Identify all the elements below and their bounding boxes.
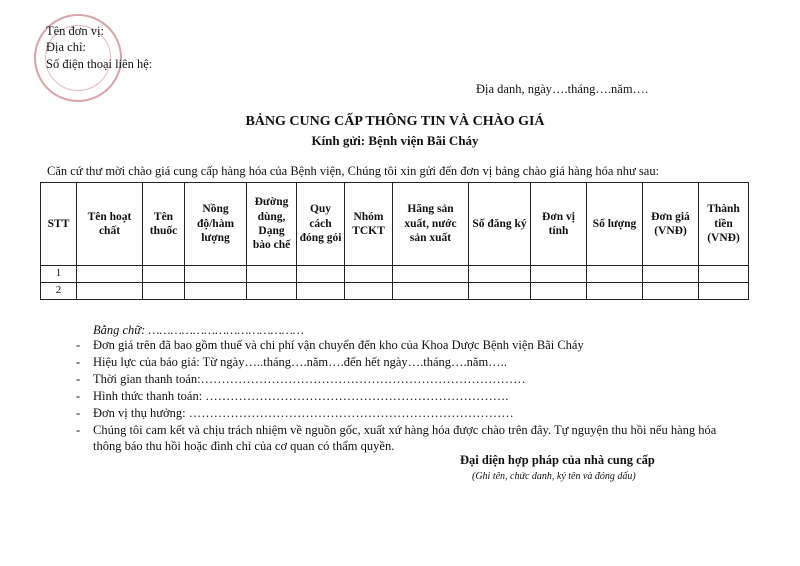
table-cell[interactable] — [345, 283, 393, 300]
quotation-table — [40, 182, 749, 300]
col-header-unit: Đơn vị tính — [531, 183, 587, 266]
table-cell[interactable] — [247, 266, 297, 283]
table-cell[interactable] — [469, 266, 531, 283]
bullet-dash: - — [76, 338, 81, 352]
table-cell[interactable] — [531, 266, 587, 283]
table-header-row — [41, 183, 749, 266]
table-cell[interactable] — [77, 266, 143, 283]
note-item-validity: Hiệu lực của báo giá: Từ ngày…..tháng….năm….đến hết ngày….tháng….năm….. — [93, 355, 507, 369]
col-header-registration-no: Số đăng ký — [469, 183, 531, 266]
table-cell[interactable] — [643, 266, 699, 283]
col-header-concentration: Nồng độ/hàm lượng — [185, 183, 247, 266]
amount-in-words: Bằng chữ: …………………………………… — [93, 323, 305, 337]
note-item-payment-time: Thời gian thanh toán:…………………………………………………………………… — [93, 372, 526, 386]
col-header-packaging: Quy cách đóng gói — [297, 183, 345, 266]
unit-name-label: Tên đơn vị: — [46, 24, 104, 38]
table-cell[interactable] — [469, 283, 531, 300]
bullet-dash: - — [76, 423, 81, 437]
table-cell[interactable] — [297, 266, 345, 283]
bullet-dash: - — [76, 372, 81, 386]
col-header-route-form: Đường dùng, Dạng bào chế — [247, 183, 297, 266]
table-cell[interactable] — [699, 266, 749, 283]
col-header-stt: STT — [41, 183, 77, 266]
table-row — [41, 266, 749, 283]
col-header-unit-price: Đơn giá (VNĐ) — [643, 183, 699, 266]
table-row — [41, 283, 749, 300]
phone-label: Số điện thoại liên hệ: — [46, 57, 153, 71]
signature-note: (Ghi tên, chức danh, ký tên và đóng dấu) — [472, 471, 636, 482]
document-subtitle: Kính gửi: Bệnh viện Bãi Cháy — [311, 133, 479, 148]
table-cell[interactable] — [77, 283, 143, 300]
document-title: BẢNG CUNG CẤP THÔNG TIN VÀ CHÀO GIÁ — [245, 114, 545, 129]
bullet-dash: - — [76, 389, 81, 403]
address-label: Địa chỉ: — [46, 40, 86, 54]
table-cell[interactable] — [345, 266, 393, 283]
row-stt: 1 — [41, 266, 77, 283]
intro-paragraph: Căn cứ thư mời chào giá cung cấp hàng hóa của Bệnh viện, Chúng tôi xin gửi đến đơn vị bảng chào giá hàng hóa như sau: — [47, 164, 660, 178]
table-cell[interactable] — [297, 283, 345, 300]
col-header-manufacturer: Hãng sản xuất, nước sản xuất — [393, 183, 469, 266]
date-line: Địa danh, ngày….tháng….năm…. — [476, 82, 649, 96]
table-cell[interactable] — [587, 283, 643, 300]
col-header-tckt-group: Nhóm TCKT — [345, 183, 393, 266]
table-cell[interactable] — [143, 283, 185, 300]
bullet-dash: - — [76, 406, 81, 420]
note-item-payment-method: Hình thức thanh toán: ………………………………………………………………. — [93, 389, 509, 403]
col-header-active-ingredient: Tên hoạt chất — [77, 183, 143, 266]
table-cell[interactable] — [393, 283, 469, 300]
table-cell[interactable] — [393, 266, 469, 283]
table-cell[interactable] — [185, 283, 247, 300]
note-item-commitment: Chúng tôi cam kết và chịu trách nhiệm về nguồn gốc, xuất xứ hàng hóa được chào trên đây. Tự nguyện thu hồi nếu hàng hóa — [93, 423, 717, 437]
table-cell[interactable] — [587, 266, 643, 283]
table-cell[interactable] — [699, 283, 749, 300]
note-item-commitment-cont: thông báo thu hồi hoặc đình chỉ của cơ quan có thẩm quyền. — [93, 439, 395, 453]
signature-title: Đại diện hợp pháp của nhà cung cấp — [460, 453, 655, 467]
col-header-quantity: Số lượng — [587, 183, 643, 266]
col-header-drug-name: Tên thuốc — [143, 183, 185, 266]
table-cell[interactable] — [247, 283, 297, 300]
table-cell[interactable] — [643, 283, 699, 300]
note-item-beneficiary: Đơn vị thụ hưởng: …………………………………………………………………… — [93, 406, 514, 420]
table-cell[interactable] — [143, 266, 185, 283]
note-item-price-includes: Đơn giá trên đã bao gồm thuế và chi phí vận chuyển đến kho của Khoa Dược Bệnh viện Bãi Cháy — [93, 338, 584, 352]
col-header-total: Thành tiền (VNĐ) — [699, 183, 749, 266]
row-stt: 2 — [41, 283, 77, 300]
table-cell[interactable] — [185, 266, 247, 283]
table-cell[interactable] — [531, 283, 587, 300]
bullet-dash: - — [76, 355, 81, 369]
